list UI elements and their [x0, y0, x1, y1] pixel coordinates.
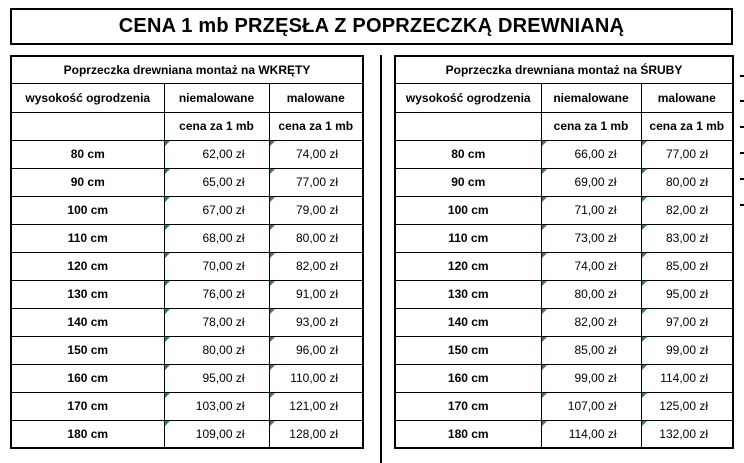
price-painted-cell: 80,00 zł — [641, 168, 733, 196]
price-unpainted-cell: 65,00 zł — [164, 168, 269, 196]
table-body — [11, 140, 363, 448]
price-painted-cell: 132,00 zł — [641, 420, 733, 448]
price-painted-cell: 125,00 zł — [641, 392, 733, 420]
height-cell: 180 cm — [11, 420, 164, 448]
empty-cell — [11, 112, 164, 140]
height-cell: 90 cm — [395, 168, 541, 196]
price-painted-cell: 96,00 zł — [269, 336, 363, 364]
height-cell: 170 cm — [11, 392, 164, 420]
table-row — [11, 364, 363, 392]
price-unpainted-cell: 74,00 zł — [541, 252, 641, 280]
height-cell: 120 cm — [11, 252, 164, 280]
price-painted-cell: 77,00 zł — [641, 140, 733, 168]
price-unpainted-cell: 67,00 zł — [164, 196, 269, 224]
table-row — [395, 196, 733, 224]
empty-cell — [395, 112, 541, 140]
price-unpainted-cell: 78,00 zł — [164, 308, 269, 336]
col-header-unpainted: niemalowane — [164, 83, 269, 112]
price-painted-cell: 79,00 zł — [269, 196, 363, 224]
price-unpainted-cell: 66,00 zł — [541, 140, 641, 168]
col-header-height: wysokość ogrodzenia — [11, 83, 164, 112]
price-painted-cell: 77,00 zł — [269, 168, 363, 196]
price-painted-cell: 95,00 zł — [641, 280, 733, 308]
price-unpainted-cell: 80,00 zł — [164, 336, 269, 364]
table-row — [395, 364, 733, 392]
table-heading: Poprzeczka drewniana montaż na ŚRUBY — [395, 56, 733, 83]
col-header-height: wysokość ogrodzenia — [395, 83, 541, 112]
price-unpainted-cell: 73,00 zł — [541, 224, 641, 252]
table-row — [395, 252, 733, 280]
table-row — [395, 140, 733, 168]
price-painted-cell: 93,00 zł — [269, 308, 363, 336]
height-cell: 170 cm — [395, 392, 541, 420]
price-unpainted-cell: 70,00 zł — [164, 252, 269, 280]
price-unpainted-cell: 82,00 zł — [541, 308, 641, 336]
table-row — [11, 308, 363, 336]
table-row — [395, 280, 733, 308]
price-unpainted-cell: 85,00 zł — [541, 336, 641, 364]
table-row — [395, 336, 733, 364]
page-title: CENA 1 mb PRZĘSŁA Z POPRZECZKĄ DREWNIANĄ — [10, 8, 733, 45]
col-header-painted: malowane — [641, 83, 733, 112]
price-unpainted-cell: 62,00 zł — [164, 140, 269, 168]
table-row — [11, 336, 363, 364]
table-row — [395, 420, 733, 448]
col-header-unpainted: niemalowane — [541, 83, 641, 112]
table-row — [11, 140, 363, 168]
edge-mark — [740, 75, 744, 77]
height-cell: 110 cm — [11, 224, 164, 252]
height-cell: 110 cm — [395, 224, 541, 252]
price-painted-cell: 82,00 zł — [269, 252, 363, 280]
table-row — [11, 280, 363, 308]
price-unpainted-cell: 80,00 zł — [541, 280, 641, 308]
height-cell: 160 cm — [395, 364, 541, 392]
price-painted-cell: 121,00 zł — [269, 392, 363, 420]
price-unpainted-cell: 109,00 zł — [164, 420, 269, 448]
price-unpainted-cell: 107,00 zł — [541, 392, 641, 420]
price-unpainted-cell: 71,00 zł — [541, 196, 641, 224]
height-cell: 80 cm — [395, 140, 541, 168]
table-row — [11, 196, 363, 224]
price-unpainted-cell: 95,00 zł — [164, 364, 269, 392]
price-painted-cell: 80,00 zł — [269, 224, 363, 252]
table-row — [11, 224, 363, 252]
price-unpainted-cell: 103,00 zł — [164, 392, 269, 420]
table-row — [395, 224, 733, 252]
height-cell: 80 cm — [11, 140, 164, 168]
price-label-painted: cena za 1 mb — [269, 112, 363, 140]
price-painted-cell: 110,00 zł — [269, 364, 363, 392]
height-cell: 180 cm — [395, 420, 541, 448]
price-unpainted-cell: 69,00 zł — [541, 168, 641, 196]
price-label-unpainted: cena za 1 mb — [541, 112, 641, 140]
price-unpainted-cell: 76,00 zł — [164, 280, 269, 308]
price-painted-cell: 82,00 zł — [641, 196, 733, 224]
height-cell: 120 cm — [395, 252, 541, 280]
price-label-unpainted: cena za 1 mb — [164, 112, 269, 140]
price-unpainted-cell: 68,00 zł — [164, 224, 269, 252]
price-table-bolts-wood — [394, 55, 734, 449]
edge-mark — [740, 100, 744, 102]
edge-mark — [740, 126, 744, 128]
price-unpainted-cell: 99,00 zł — [541, 364, 641, 392]
height-cell: 100 cm — [11, 196, 164, 224]
price-painted-cell: 97,00 zł — [641, 308, 733, 336]
price-table-screws-wood — [10, 55, 364, 449]
height-cell: 160 cm — [11, 364, 164, 392]
price-unpainted-cell: 114,00 zł — [541, 420, 641, 448]
table-heading: Poprzeczka drewniana montaż na WKRĘTY — [11, 56, 363, 83]
height-cell: 90 cm — [11, 168, 164, 196]
table-row — [395, 392, 733, 420]
height-cell: 130 cm — [395, 280, 541, 308]
edge-mark — [740, 178, 744, 180]
height-cell: 140 cm — [395, 308, 541, 336]
height-cell: 150 cm — [11, 336, 164, 364]
table-row — [11, 168, 363, 196]
table-row — [11, 252, 363, 280]
table-body — [395, 140, 733, 448]
price-label-painted: cena za 1 mb — [641, 112, 733, 140]
col-header-painted: malowane — [269, 83, 363, 112]
price-painted-cell: 85,00 zł — [641, 252, 733, 280]
table-row — [11, 420, 363, 448]
height-cell: 100 cm — [395, 196, 541, 224]
price-painted-cell: 128,00 zł — [269, 420, 363, 448]
height-cell: 140 cm — [11, 308, 164, 336]
price-painted-cell: 91,00 zł — [269, 280, 363, 308]
table-row — [395, 168, 733, 196]
price-painted-cell: 74,00 zł — [269, 140, 363, 168]
price-painted-cell: 114,00 zł — [641, 364, 733, 392]
divider — [380, 55, 382, 463]
price-painted-cell: 99,00 zł — [641, 336, 733, 364]
price-painted-cell: 83,00 zł — [641, 224, 733, 252]
table-row — [395, 308, 733, 336]
height-cell: 130 cm — [11, 280, 164, 308]
height-cell: 150 cm — [395, 336, 541, 364]
table-row — [11, 392, 363, 420]
edge-mark — [740, 204, 744, 206]
edge-mark — [740, 152, 744, 154]
